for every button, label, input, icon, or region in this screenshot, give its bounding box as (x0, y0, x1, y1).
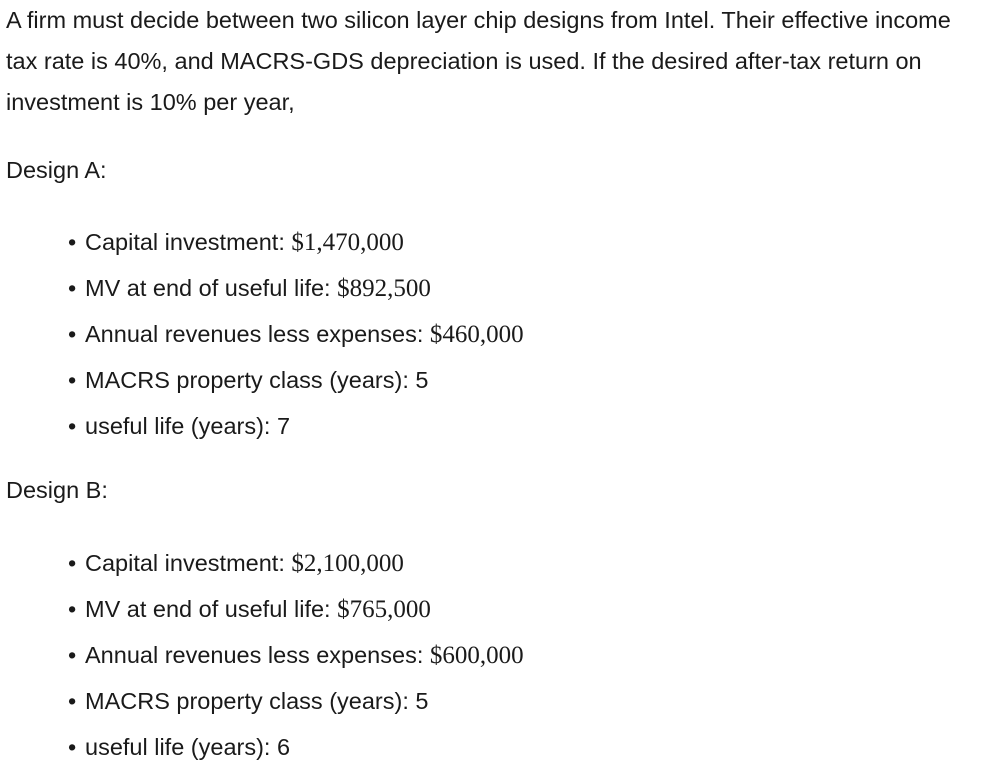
item-value: $2,100,000 (291, 550, 404, 577)
list-item (68, 686, 524, 732)
design-b-heading: Design B: (6, 477, 108, 503)
bullet-icon: • (68, 367, 77, 393)
item-label: useful life (years): 7 (85, 413, 291, 439)
bullet-icon: • (68, 413, 77, 439)
item-label: Capital investment: (85, 229, 292, 255)
bullet-icon: • (68, 596, 77, 622)
design-b-list (68, 548, 524, 778)
item-label: useful life (years): 6 (85, 734, 291, 760)
item-label: MV at end of useful life: (85, 596, 338, 622)
design-a-heading: Design A: (6, 157, 107, 183)
item-value: $1,470,000 (291, 229, 404, 256)
item-label: Annual revenues less expenses: (85, 321, 430, 347)
list-item (68, 365, 524, 411)
list-item (68, 273, 524, 319)
item-label: MV at end of useful life: (85, 275, 338, 301)
item-label: MACRS property class (years): 5 (85, 367, 429, 393)
list-item (68, 732, 524, 778)
bullet-icon: • (68, 734, 77, 760)
bullet-icon: • (68, 642, 77, 668)
bullet-icon: • (68, 275, 77, 301)
bullet-icon: • (68, 321, 77, 347)
item-label: MACRS property class (years): 5 (85, 688, 429, 714)
bullet-icon: • (68, 229, 77, 255)
item-value: $600,000 (429, 642, 524, 669)
list-item (68, 319, 524, 365)
item-value: $765,000 (337, 596, 431, 623)
bullet-icon: • (68, 550, 77, 576)
problem-statement: A firm must decide between two silicon layer chip designs from Intel. Their effective income tax rate is 40%, and MACRS-GDS depreciation is used. If the desired after-tax return on investment is 10% per year, (6, 7, 951, 115)
list-item (68, 640, 524, 686)
list-item (68, 411, 524, 457)
item-label: Annual revenues less expenses: (85, 642, 430, 668)
bullet-icon: • (68, 688, 77, 714)
item-label: Capital investment: (85, 550, 292, 576)
list-item (68, 548, 524, 594)
design-a-list (68, 227, 524, 457)
list-item (68, 227, 524, 273)
list-item (68, 594, 524, 640)
item-value: $460,000 (429, 321, 524, 348)
item-value: $892,500 (337, 275, 431, 302)
